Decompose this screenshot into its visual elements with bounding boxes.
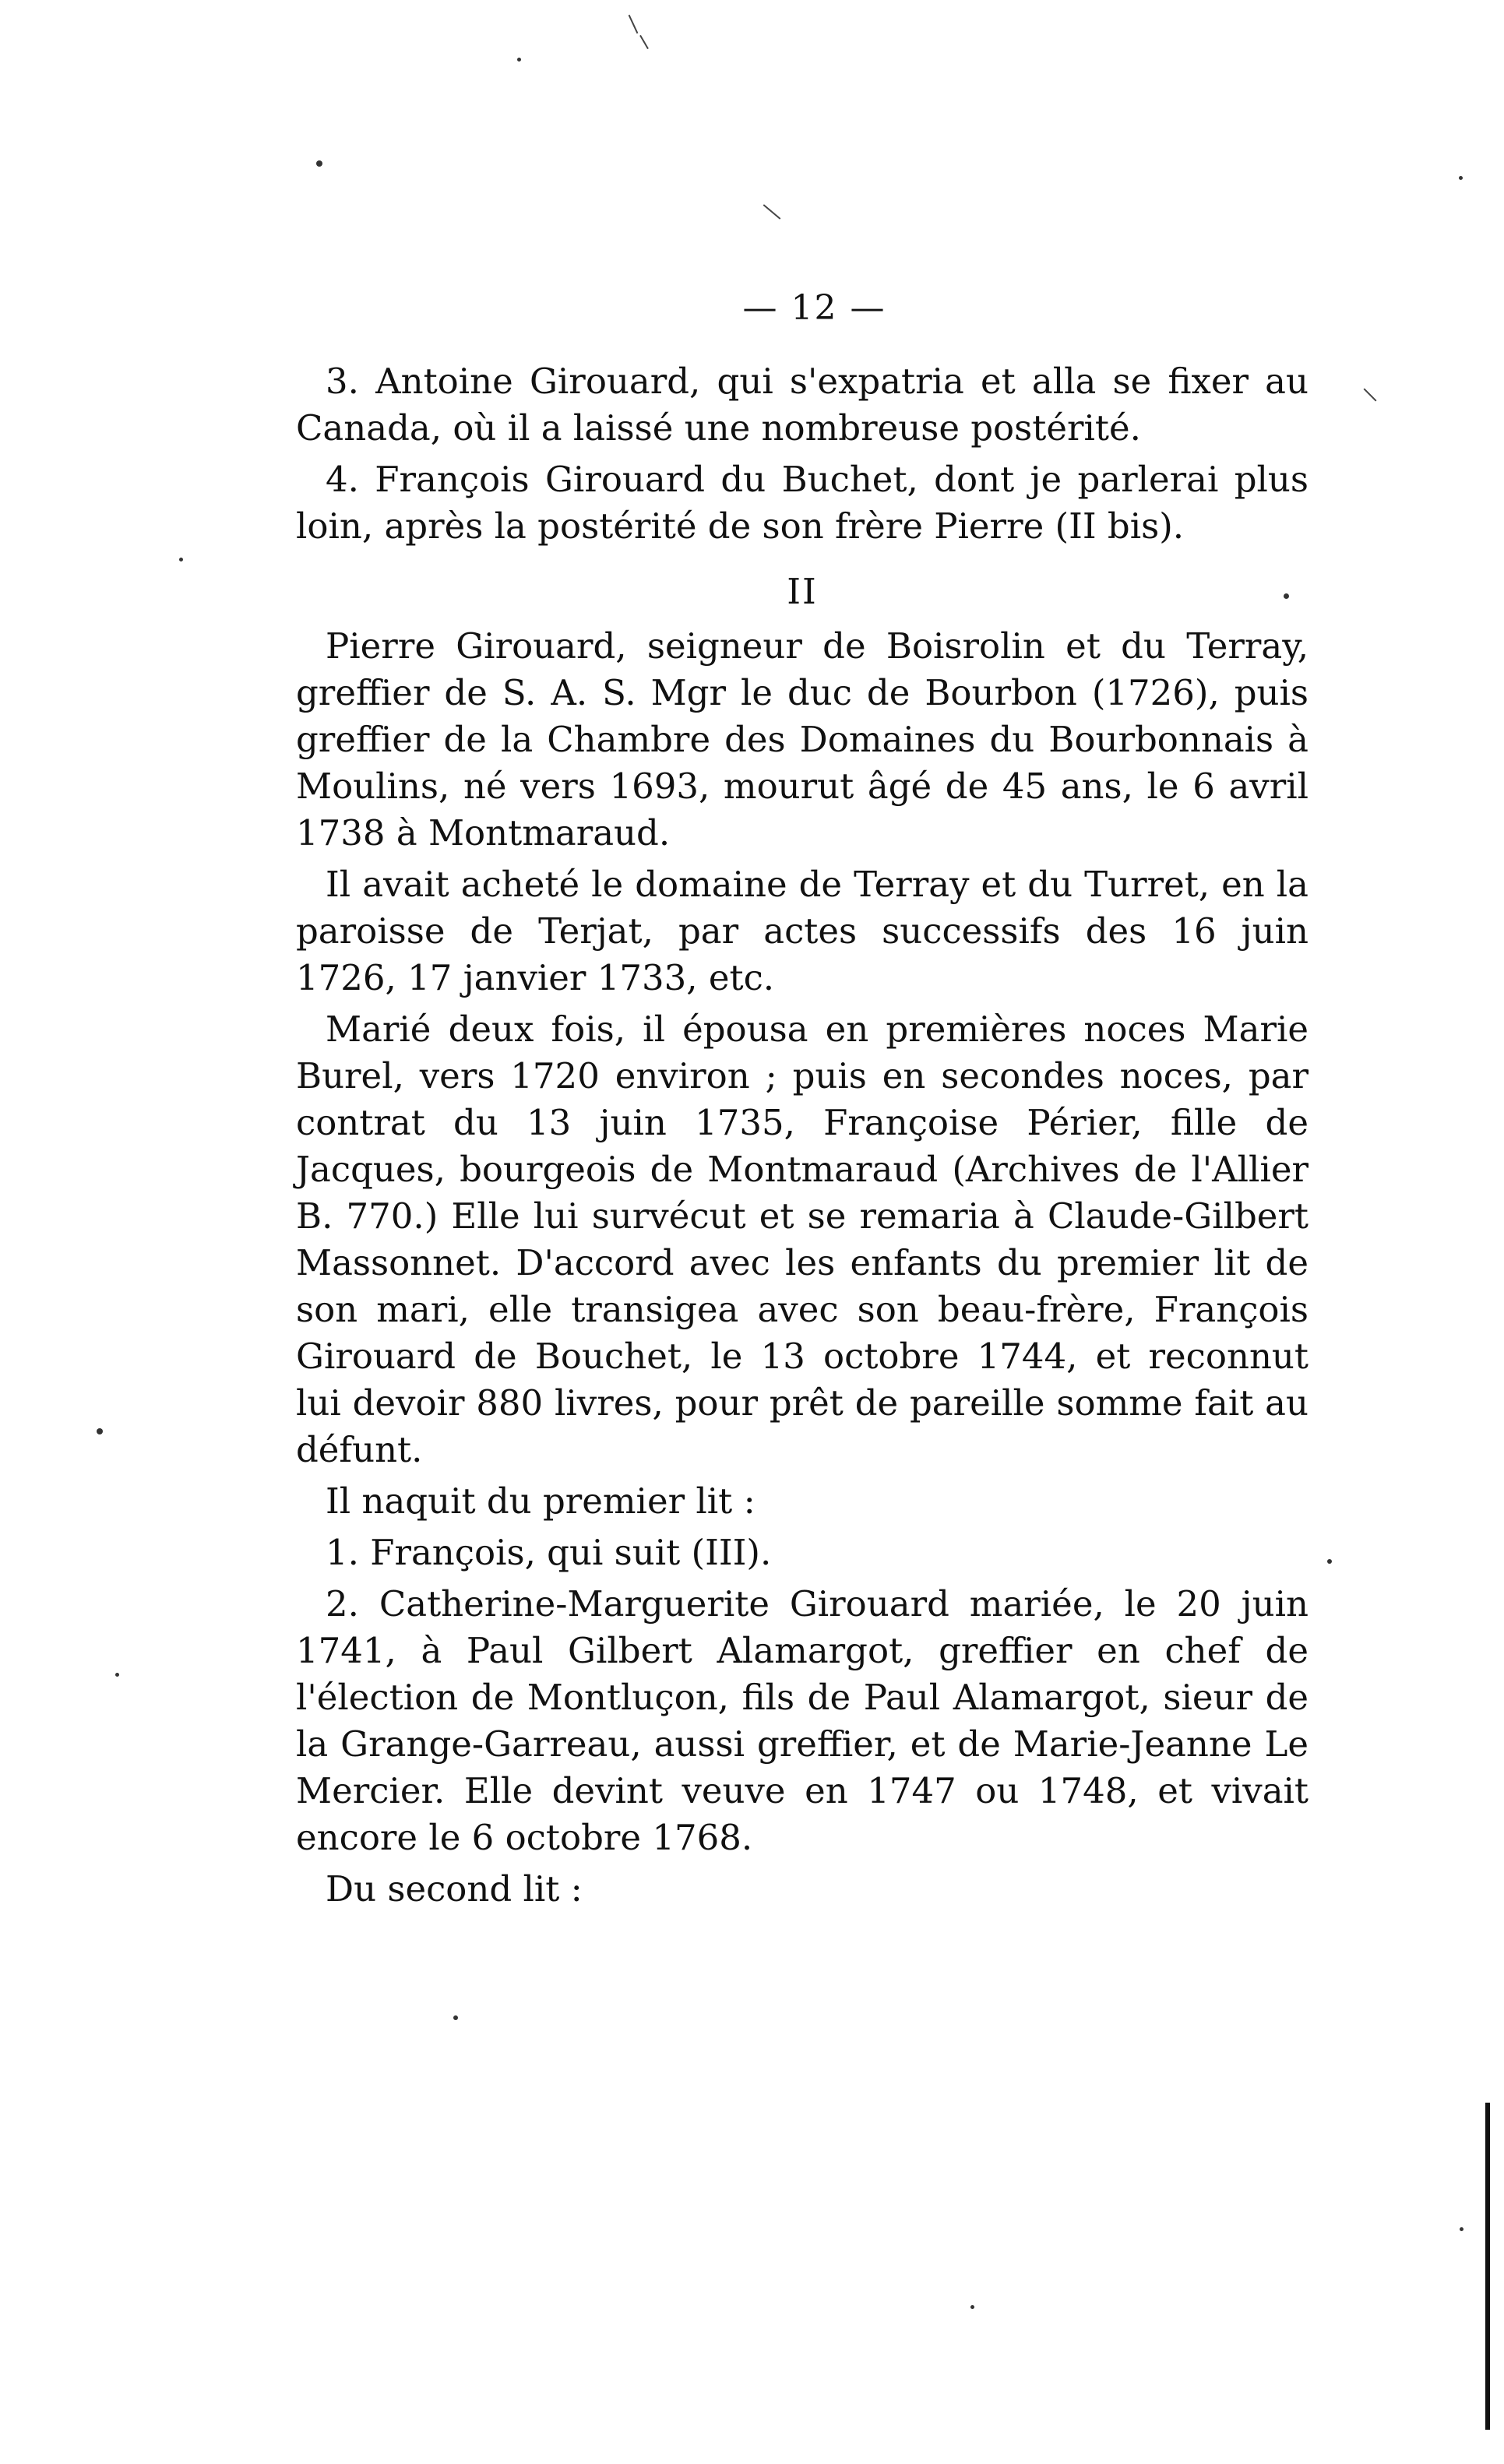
- scan-speck: [453, 2015, 458, 2020]
- list-item: 2. Catherine-Marguerite Girouard mariée, le 20 juin 1741, à Paul Gilbert Alamargot, greffier en chef de l'élection de Montluçon, fils de Paul Alamargot, sieur de la Grange-Garreau, aussi greffier, et de Marie-Jeanne Le Mercier. Elle devint veuve en 1747 ou 1748, et vivait encore le 6 octobre 1768.: [296, 1583, 1309, 1858]
- scan-speck: [517, 58, 521, 62]
- scan-mark: [763, 204, 781, 220]
- list-item: 3. Antoine Girouard, qui s'expatria et alla se fixer au Canada, où il a laissé une nombreuse postérité.: [296, 361, 1309, 449]
- scan-speck: [1327, 1559, 1332, 1564]
- paragraph: Il avait acheté le domaine de Terray et du Turret, en la paroisse de Terjat, par actes successifs des 16 juin 1726, 17 janvier 1733, etc.: [296, 864, 1309, 998]
- list-item: 4. François Girouard du Buchet, dont je parlerai plus loin, après la postérité de son frère Pierre (II bis).: [296, 459, 1309, 547]
- scan-speck: [970, 2305, 974, 2309]
- body-text: [296, 358, 1309, 1913]
- list-item: 1. François, qui suit (III).: [326, 1532, 772, 1573]
- scan-speck: [1460, 2227, 1463, 2231]
- scan-speck: [1459, 176, 1463, 180]
- scan-edge-line: [1485, 2103, 1490, 2430]
- scan-speck: [179, 558, 183, 561]
- paragraph: Du second lit :: [326, 1868, 583, 1910]
- scan-speck: [316, 160, 322, 167]
- scan-mark: [639, 35, 649, 49]
- paragraph: Marié deux fois, il épousa en premières noces Marie Burel, vers 1720 environ ; puis en secondes noces, par contrat du 13 juin 1735, Françoise Périer, fille de Jacques, bourgeois de Montmaraud (Archives de l'Allier B. 770.) Elle lui survécut et se remaria à Claude-Gilbert Massonnet. D'accord avec les enfants du premier lit de son mari, elle transigea avec son beau-frère, François Girouard de Bouchet, le 13 octobre 1744, et reconnut lui devoir 880 livres, pour prêt de pareille somme fait au défunt.: [296, 1008, 1309, 1470]
- scan-mark: [629, 15, 639, 33]
- scan-speck: [115, 1673, 119, 1677]
- scan-mark: [1364, 389, 1377, 402]
- page-number: — 12 —: [742, 288, 886, 328]
- scan-speck: [97, 1428, 103, 1434]
- section-heading: II: [787, 571, 818, 612]
- paragraph: Pierre Girouard, seigneur de Boisrolin et du Terray, greffier de S. A. S. Mgr le duc de Bourbon (1726), puis greffier de la Chambre des Domaines du Bourbonnais à Moulins, né vers 1693, mourut âgé de 45 ans, le 6 avril 1738 à Montmaraud.: [296, 625, 1309, 854]
- paragraph: Il naquit du premier lit :: [326, 1480, 756, 1522]
